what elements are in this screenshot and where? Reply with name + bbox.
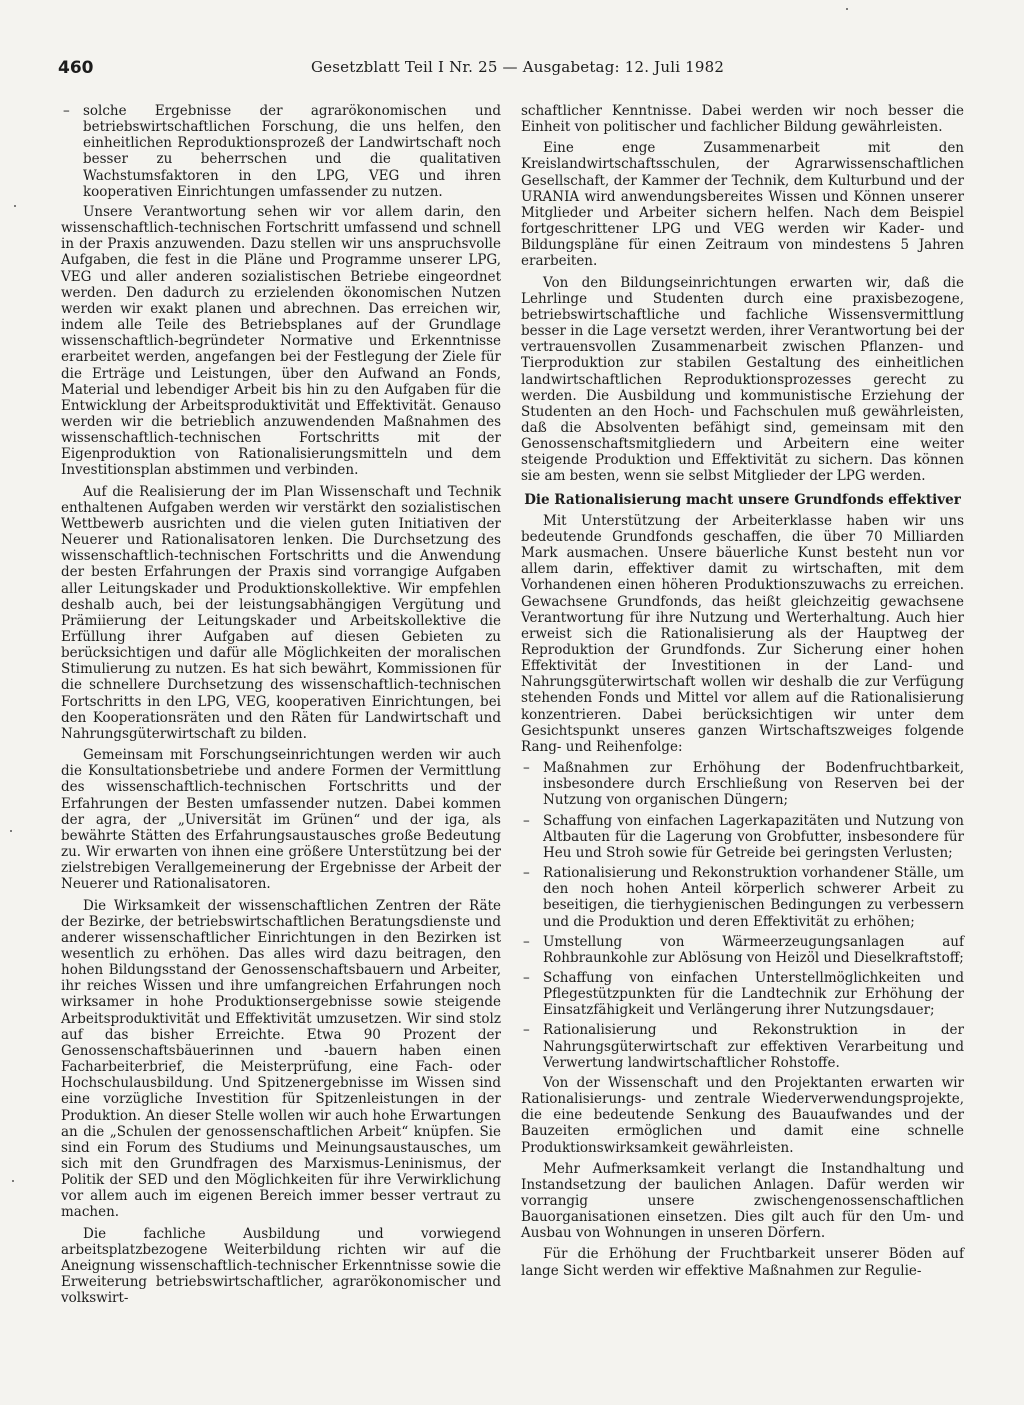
paragraph: Für die Erhöhung der Fruchtbarkeit unserer Böden auf lange Sicht werden wir effektive Maßnahmen zur Regulie- xyxy=(521,1246,964,1279)
running-title: Gesetzblatt Teil I Nr. 25 — Ausgabetag: 12. Juli 1982 xyxy=(311,58,725,76)
bullet-text: Schaffung von einfachen Unterstellmöglichkeiten und Pflegestützpunkten für die Landtechnik zur Erhöhung der Einsatzfähigkeit und Verlängerung ihrer Nutzungsdauer; xyxy=(543,969,964,1019)
paragraph: Mehr Aufmerksamkeit verlangt die Instandhaltung und Instandsetzung der baulichen Anlagen. Dafür werden wir vorrangig unsere zwischengenossenschaftlichen Bauorganisationen einsetzen. Dies gilt auch für den Um- und Ausbau von Wohnungen in unseren Dörfern. xyxy=(521,1160,964,1242)
bullet-item xyxy=(521,865,964,930)
paragraph: Gemeinsam mit Forschungseinrichtungen werden wir auch die Konsultationsbetriebe und andere Formen der Vermittlung des wissenschaftlich-technischen Fortschritts und der Erfahrungen der Besten umfassender nutzen. Dabei kommen der agra, der „Universität im Grünen“ und der iga, als bewährte Stätten des Erfahrungsaustausches große Bedeutung zu. Wir erwarten von ihnen eine größere Unterstützung bei der zielstrebigen Verallgemeinerung der Ergebnisse der Arbeit der Neuerer und Rationalisatoren. xyxy=(61,747,501,893)
continued-paragraph: schaftlicher Kenntnisse. Dabei werden wir noch besser die Einheit von politischer und fachlicher Bildung gewährleisten. xyxy=(521,103,964,136)
bullet-item xyxy=(521,813,964,861)
dash-marker: – xyxy=(523,1022,530,1039)
bullet-item xyxy=(521,1022,964,1070)
scan-speck xyxy=(10,830,12,832)
dash-marker: – xyxy=(523,969,530,986)
page-number: 460 xyxy=(58,58,94,78)
dash-marker: – xyxy=(523,812,530,829)
bullet-text: Schaffung von einfachen Lagerkapazitäten und Nutzung von Altbauten für die Lagerung von Grobfutter, insbesondere für Heu und Stroh sowie für Getreide bei geringsten Verlusten; xyxy=(543,812,964,861)
paragraph: Von den Bildungseinrichtungen erwarten wir, daß die Lehrlinge und Studenten durch eine praxisbezogene, betriebswirtschaftliche und fachliche Wissensvermittlung besser in die Lage versetzt werden, ihrer Verantwortung bei der vertrauensvollen Zusammenarbeit zwischen Pflanzen- und Tierproduktion zur stabilen Gestaltung des einheitlichen landwirtschaftlichen Reproduktionsprozesses gerecht zu werden. Die Ausbildung und kommunistische Erziehung der Studenten an den Hoch- und Fachschulen muß gewährleisten, daß die Absolventen befähigt sind, gemeinsam mit den Genossenschaftsmitgliedern und Arbeitern eine weiter steigende Produktion und Effektivität zu sichern. Das können sie am besten, wenn sie selbst Mitglieder der LPG werden. xyxy=(521,274,964,485)
left-column xyxy=(61,103,501,1311)
dash-marker: – xyxy=(63,103,70,119)
right-column xyxy=(521,103,964,1284)
bullet-text: Maßnahmen zur Erhöhung der Bodenfruchtbarkeit, insbesondere durch Erschließung von Reserven bei der Nutzung von organischen Düngern; xyxy=(543,760,964,809)
dash-marker: – xyxy=(523,760,530,777)
bullet-text: Rationalisierung und Rekonstruktion vorhandener Ställe, um den noch hohen Anteil körperlich schwerer Arbeit zu beseitigen, die tierhygienischen Bedingungen zu verbessern und die Produktion und deren Effektivität zu erhöhen; xyxy=(543,865,964,930)
bullet-text: solche Ergebnisse der agrarökonomischen und betriebswirtschaftlichen Forschung, die uns helfen, den einheitlichen Reproduktionsprozeß der Landwirtschaft noch besser zu beherrschen und die qualitativen Wachstumsfaktoren in den LPG, VEG und ihren kooperativen Einrichtungen umfassender zu nutzen. xyxy=(83,103,501,200)
paragraph: Auf die Realisierung der im Plan Wissenschaft und Technik enthaltenen Aufgaben werden wir verstärkt den sozialistischen Wettbewerb ausrichten und die vielen guten Initiativen der Neuerer und Rationalisatoren lenken. Die Durchsetzung des wissenschaftlich-technischen Fortschritts und die Anwendung der besten Erfahrungen der Praxis sind vorrangige Aufgaben aller Leitungskader und Produktionskollektive. Wir empfehlen deshalb auch, bei der leistungsabhängigen Vergütung und Prämiierung der Leitungskader und Arbeitskollektive die Erfüllung ihrer Aufgaben auf diesen Gebieten zu berücksichtigen und dafür alle Möglichkeiten der moralischen Stimulierung zu nutzen. Es hat sich bewährt, Kommissionen für die schnellere Durchsetzung des wissenschaftlich-technischen Fortschritts in den LPG, VEG, kooperativen Einrichtungen, bei den Kooperationsräten und den Räten für Landwirtschaft und Nahrungsgüterwirtschaft zu bilden. xyxy=(61,483,501,742)
dash-marker: – xyxy=(523,865,530,882)
paragraph: Von der Wissenschaft und den Projektanten erwarten wir Rationalisierungs- und zentrale Wiederverwendungsprojekte, die eine bedeutende Senkung des Bauaufwandes und der Bauzeiten ermöglichen und damit eine schnelle Produktionswirksamkeit gewährleisten. xyxy=(521,1074,964,1156)
paragraph: Unsere Verantwortung sehen wir vor allem darin, den wissenschaftlich-technischen Fortschritt umfassend und schnell in der Praxis anzuwenden. Dazu stellen wir uns anspruchsvolle Aufgaben, die fest in die Pläne und Programme unserer LPG, VEG und aller anderen sozialistischen Betriebe eingeordnet werden. Den dadurch zu erzielenden ökonomischen Nutzen werden wir exakt planen und abrechnen. Das erreichen wir, indem alle Teile des Betriebsplanes auf der Grundlage wissenschaftlich-begründeter Normative und Erkenntnisse erarbeitet werden, angefangen bei der Festlegung der Ziele für die Erträge und Leistungen, über den Aufwand an Fonds, Material und lebendiger Arbeit bis hin zu den Aufgaben für die Entwicklung der Arbeitsproduktivität und Effektivität. Genauso werden wir die betrieblich anzuwendenden Maßnahmen des wissenschaftlich-technischen Fortschritts mit der Eigenproduktion von Rationalisierungsmitteln und dem Investitionsplan abstimmen und verbinden. xyxy=(61,203,501,479)
dash-marker: – xyxy=(523,933,530,950)
bullet-item xyxy=(521,970,964,1018)
paragraph: Mit Unterstützung der Arbeiterklasse haben wir uns bedeutende Grundfonds geschaffen, die über 70 Milliarden Mark ausmachen. Unsere bäuerliche Kunst besteht nun vor allem darin, effektiver damit zu wirtschaften, mit dem Vorhandenen einen höheren Produktionszuwachs zu erreichen. Gewachsene Grundfonds, das heißt gleichzeitig gewachsene Verantwortung für ihre Nutzung und Werterhaltung. Auch hier erweist sich die Rationalisierung als der Hauptweg der Reproduktion der Grundfonds. Zur Sicherung einer hohen Effektivität der Investitionen in der Land- und Nahrungsgüterwirtschaft wollen wir deshalb die zur Verfügung stehenden Fonds und Mittel vor allem auf die Rationalisierung konzentrieren. Dabei berücksichtigen wir unter dem Gesichtspunkt unseres ganzen Wirtschaftszweiges folgende Rang- und Reihenfolge: xyxy=(521,512,964,755)
page-header xyxy=(58,58,976,82)
scan-speck xyxy=(14,205,16,207)
paragraph: Eine enge Zusammenarbeit mit den Kreislandwirtschaftsschulen, der Agrarwissenschaftlichen Gesellschaft, der Kammer der Technik, dem Kulturbund und der URANIA wird anwendungsbereites Wissen und Können unserer Mitglieder und Arbeiter sichern helfen. Nach dem Beispiel fortgeschrittener LPG und VEG werden wir Kader- und Bildungspläne für einen Zeitraum von mindestens 5 Jahren erarbeiten. xyxy=(521,140,964,270)
section-heading: Die Rationalisierung macht unsere Grundfonds effektiver xyxy=(524,491,961,508)
scan-speck xyxy=(846,8,848,10)
scan-speck xyxy=(12,1180,14,1182)
bullet-text: Rationalisierung und Rekonstruktion in der Nahrungsgüterwirtschaft zur effektiven Verarbeitung und Verwertung landwirtschaftlicher Rohstoffe. xyxy=(543,1022,964,1071)
paragraph: Die fachliche Ausbildung und vorwiegend arbeitsplatzbezogene Weiterbildung richten wir auf die Aneignung wissenschaftlich-technischer Erkenntnisse sowie die Erweiterung betriebswirtschaftlicher, agrarökonomischer und volkswirt- xyxy=(61,1225,501,1307)
bullet-item xyxy=(521,934,964,966)
bullet-item xyxy=(61,103,501,200)
paragraph: Die Wirksamkeit der wissenschaftlichen Zentren der Räte der Bezirke, der betriebswirtschaftlichen Beratungsdienste und anderer wissenschaftlicher Einrichtungen in den Bezirken ist wesentlich zu erhöhen. Das alles wird dazu beitragen, den hohen Bildungsstand der Genossenschaftsbauern und Arbeiter, ihr reiches Wissen und ihre umfangreichen Erfahrungen noch wirksamer in hohe Produktionsergebnisse sowie steigende Arbeitsproduktivität und Effektivität umzusetzen. Wir sind stolz auf das bisher Erreichte. Etwa 90 Prozent der Genossenschaftsbäuerinnen und -bauern haben einen Facharbeiterbrief, die Meisterprüfung, eine Fach- oder Hochschulausbildung. Und Spitzenergebnisse im Wissen sind eine vorzügliche Investition für Spitzenleistungen in der Produktion. An dieser Stelle wollen wir auch hohe Erwartungen an die „Schulen der genossenschaftlichen Arbeit“ knüpfen. Sie sind ein Forum des Studiums und Meinungsaustausches, um sich mit den Grundfragen des Marxismus-Leninismus, der Politik der SED und den Möglichkeiten für ihre Verwirklichung vor allem auch im eigenen Bereich immer besser vertraut zu machen. xyxy=(61,897,501,1221)
bullet-item xyxy=(521,760,964,808)
bullet-text: Umstellung von Wärmeerzeugungsanlagen auf Rohbraunkohle zur Ablösung von Heizöl und Dieselkraftstoff; xyxy=(543,933,964,966)
